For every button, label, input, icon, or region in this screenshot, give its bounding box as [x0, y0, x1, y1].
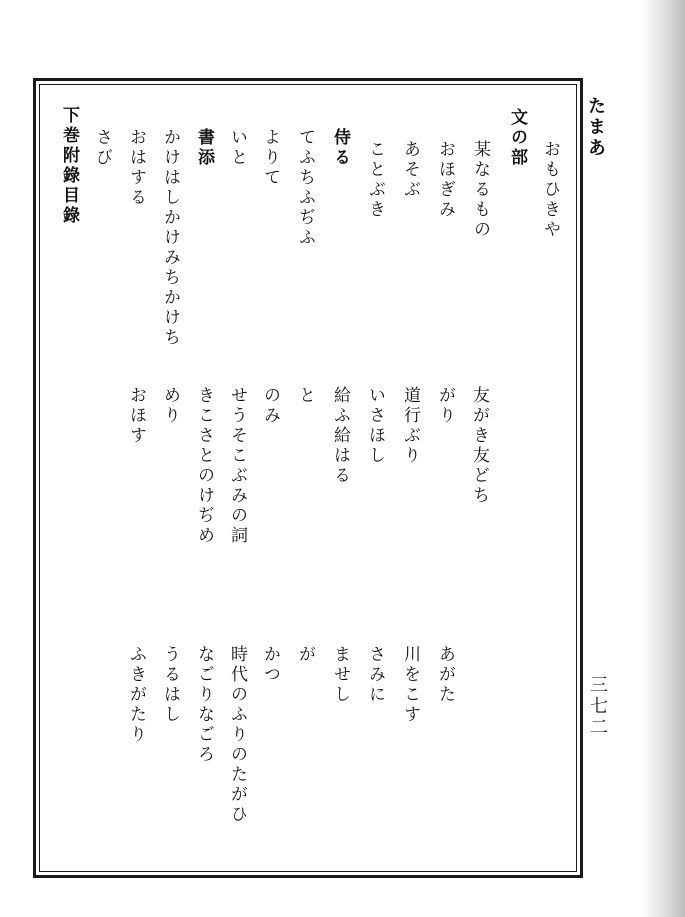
entry-col13-c: ふきがたり — [126, 645, 146, 745]
entry-col10-a: いと — [227, 128, 247, 168]
entry-col4-c: 川をこす — [400, 645, 420, 725]
running-title: たまあ — [585, 96, 606, 159]
entry-col11-c: なごりなごろ — [194, 645, 214, 765]
entry-col3-a: 某なるもの — [470, 140, 490, 240]
section-heading-bun: 文の部 — [507, 108, 527, 168]
section-heading-appendix: 下巻附錄目錄 — [59, 106, 79, 226]
entry-col7-a: 侍る — [330, 128, 350, 168]
page-number: 三七二 — [587, 675, 608, 738]
entry-col8-a: てふちふぢふ — [295, 128, 315, 248]
entry-col9-a: よりて — [260, 128, 280, 188]
entry-col6-b: 給ふ給はる — [330, 386, 350, 486]
entry-col12-c: うるはし — [160, 645, 180, 725]
entry-col9-b: のみ — [260, 386, 280, 426]
entry-col5-a: あそぶ — [400, 140, 420, 200]
entry-col10-c: 時代のふりのたがひ — [227, 645, 247, 825]
entry-col4-a: おほぎみ — [435, 140, 455, 220]
entry-col6-c: ませし — [330, 645, 350, 705]
entry-col12-b: めり — [160, 386, 180, 426]
entry-col8-c: が — [295, 645, 315, 665]
entry-col11-b: きこさとのけぢめ — [194, 386, 214, 546]
entry-col6-a: ことぶき — [365, 140, 385, 220]
entry-col1-b: 友がき友どち — [469, 386, 489, 506]
entry-col8-b: と — [295, 386, 315, 406]
entry-col13-b: おほす — [126, 386, 146, 446]
entry-col3-c: あがた — [435, 645, 455, 705]
entry-col4-b: 道行ぶり — [400, 386, 420, 466]
entry-col5-c: さみに — [365, 645, 385, 705]
book-spine-shadow — [640, 0, 685, 917]
entry-col10-b: せうそこぶみの詞 — [227, 386, 247, 546]
entry-col9-c: かつ — [260, 645, 280, 685]
entry-col5-b: いさほし — [365, 386, 385, 466]
entry-col3-b: がり — [435, 386, 455, 426]
entry-col14-a: さび — [92, 128, 112, 168]
entry-col13-a: おはする — [126, 128, 146, 208]
entry-col12-a: かけはしかけみちかけち — [160, 128, 180, 348]
entry-col0-a: おもひきや — [540, 140, 560, 240]
entry-col11-a: 書添 — [194, 128, 214, 168]
